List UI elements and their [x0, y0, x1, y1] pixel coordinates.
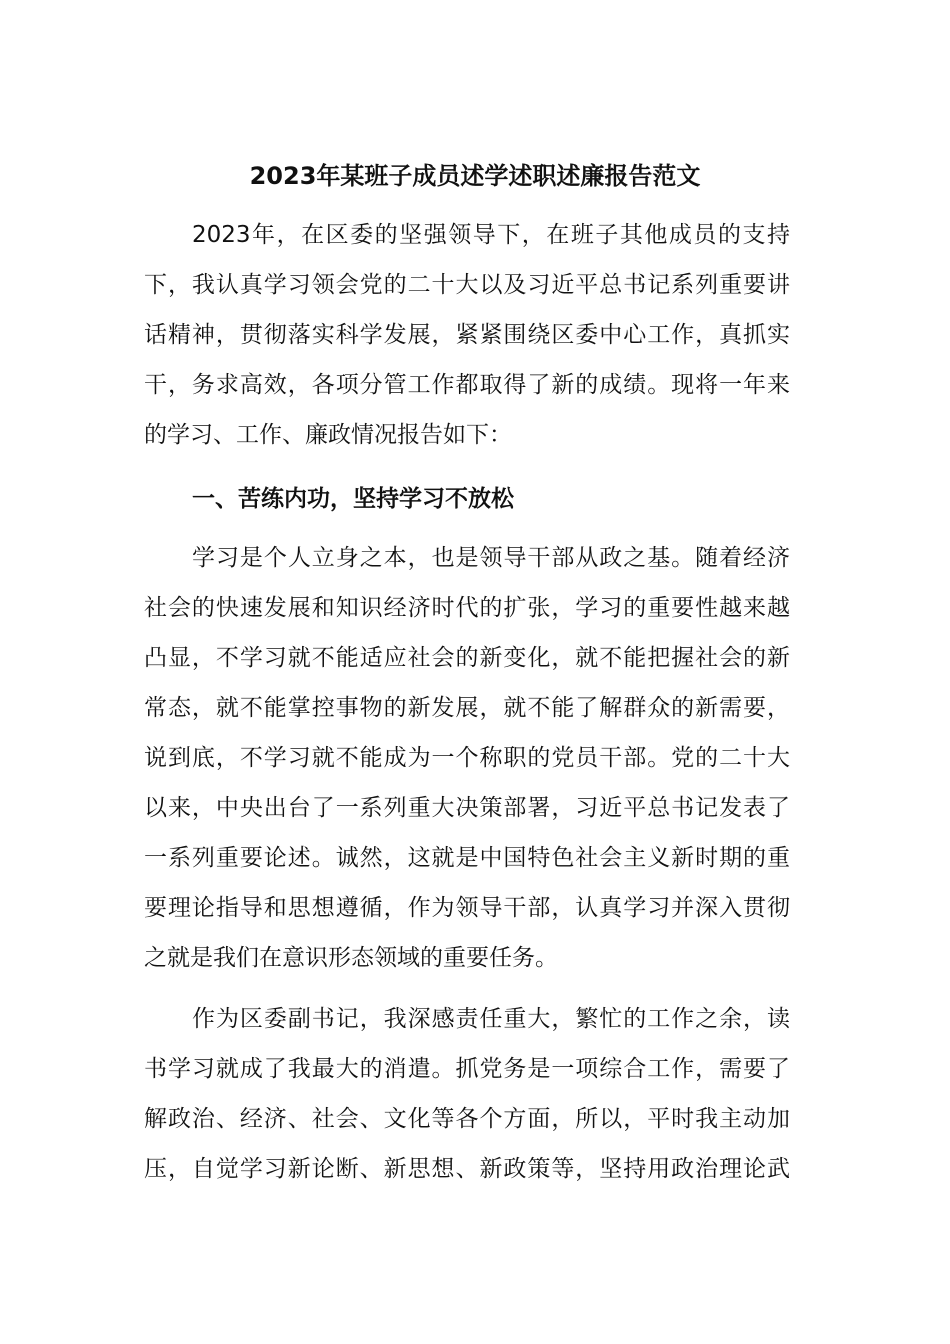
paragraph-line: 学习是个人立身之本，也是领导干部从政之基。随着经济	[192, 545, 790, 571]
paragraph-line: 的学习、工作、廉政情况报告如下：	[144, 422, 512, 448]
paragraph-line: 一系列重要论述。诚然，这就是中国特色社会主义新时期的重	[144, 845, 790, 871]
paragraph-line: 解政治、经济、社会、文化等各个方面，所以，平时我主动加	[144, 1106, 790, 1132]
document-title: 2023年某班子成员述学述职述廉报告范文	[249, 162, 701, 190]
paragraph-line: 要理论指导和思想遵循，作为领导干部，认真学习并深入贯彻	[144, 895, 790, 921]
intro-paragraph	[144, 210, 790, 460]
paragraph-line: 常态，就不能掌控事物的新发展，就不能了解群众的新需要，	[144, 695, 790, 721]
paragraph-line: 2023年，在区委的坚强领导下，在班子其他成员的支持	[192, 222, 790, 248]
paragraph-line: 压，自觉学习新论断、新思想、新政策等，坚持用政治理论武	[144, 1156, 790, 1182]
body-paragraph-1	[144, 533, 790, 983]
paragraph-line: 书学习就成了我最大的消遣。抓党务是一项综合工作，需要了	[144, 1056, 790, 1082]
section-heading: 一、苦练内功，坚持学习不放松	[192, 486, 514, 512]
paragraph-line: 以来，中央出台了一系列重大决策部署，习近平总书记发表了	[144, 795, 790, 821]
paragraph-line: 作为区委副书记，我深感责任重大，繁忙的工作之余，读	[192, 1006, 790, 1032]
paragraph-line: 干，务求高效，各项分管工作都取得了新的成绩。现将一年来	[144, 372, 790, 398]
paragraph-line: 说到底，不学习就不能成为一个称职的党员干部。党的二十大	[144, 745, 790, 771]
paragraph-line: 话精神，贯彻落实科学发展，紧紧围绕区委中心工作，真抓实	[144, 322, 790, 348]
paragraph-line: 凸显，不学习就不能适应社会的新变化，就不能把握社会的新	[144, 645, 790, 671]
paragraph-line: 之就是我们在意识形态领域的重要任务。	[144, 945, 558, 971]
paragraph-line: 社会的快速发展和知识经济时代的扩张，学习的重要性越来越	[144, 595, 790, 621]
paragraph-line: 下，我认真学习领会党的二十大以及习近平总书记系列重要讲	[144, 272, 790, 298]
body-paragraph-2	[144, 994, 790, 1194]
